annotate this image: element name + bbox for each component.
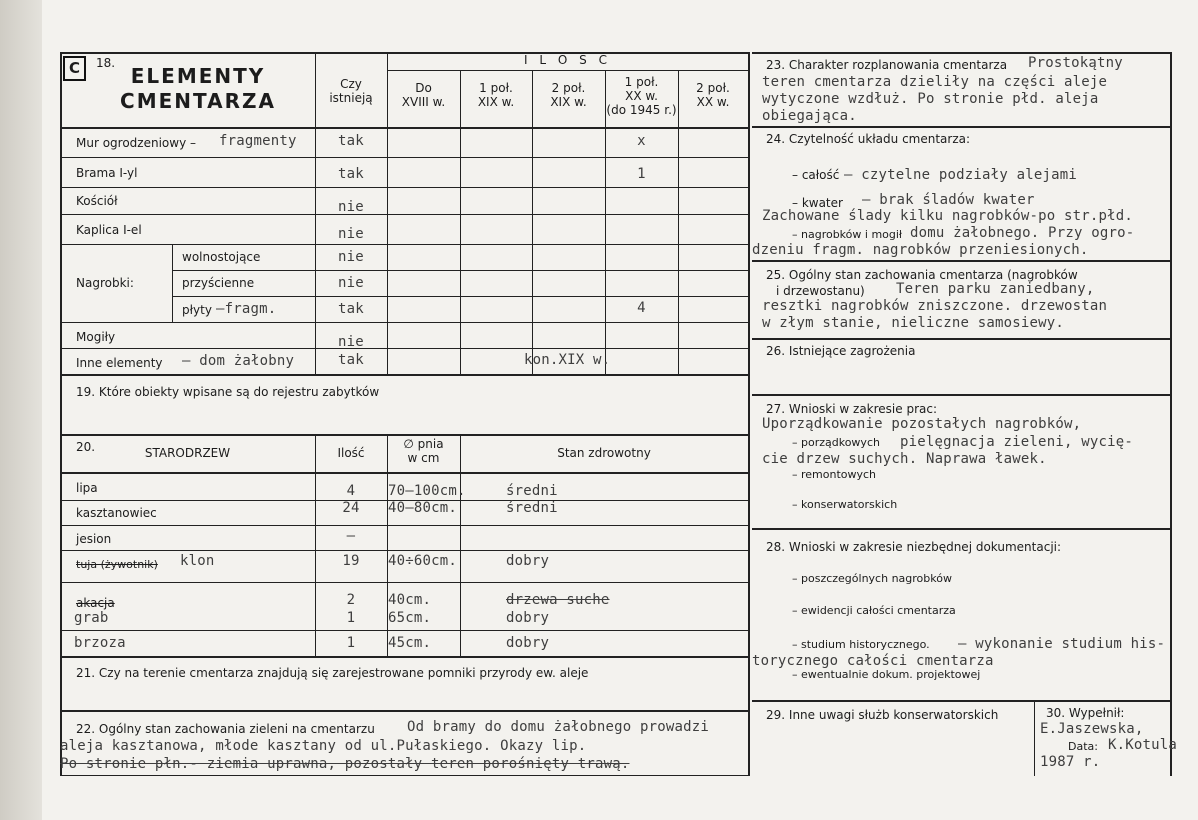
tree-state: dobry	[506, 553, 550, 569]
grid	[752, 126, 1172, 128]
period-line: XX w.	[625, 88, 658, 103]
period-line: 2 poł.	[696, 81, 730, 95]
date-label: Data:	[1068, 740, 1098, 753]
qty-header: Ilość	[337, 446, 365, 460]
works-text: Uporządkowanie pozostałych nagrobków,	[762, 416, 1082, 432]
works-item: – remontowych	[792, 468, 877, 481]
tree-state: dobry	[506, 610, 550, 626]
row-label: przyścienne	[182, 276, 255, 290]
grid	[172, 296, 748, 297]
tree-qty: 24	[342, 500, 360, 516]
layout-text: Prostokątny	[1028, 55, 1123, 71]
period-header	[387, 82, 460, 110]
grid	[60, 157, 748, 158]
row-label: wolnostojące	[182, 250, 261, 264]
row-note: –fragm.	[216, 301, 277, 317]
tree-qty: 1	[346, 635, 356, 651]
tree-diameter: 70–100cm.	[388, 483, 466, 499]
layout-text: obiegająca.	[762, 108, 857, 124]
period-line: XIX w.	[477, 94, 515, 109]
tree-qty: 1	[346, 610, 356, 626]
category-badge: C	[63, 56, 86, 81]
grid	[60, 525, 748, 526]
condition-text: resztki nagrobków zniszczone. drzewostan	[762, 298, 1108, 314]
grid	[60, 322, 748, 323]
tree-diameter: 40–80cm.	[388, 500, 458, 516]
row-qty: 1	[637, 166, 646, 182]
filled-by-name: K.Kotula	[1108, 737, 1178, 753]
filled-by-label: 30. Wypełnił:	[1046, 706, 1125, 720]
tree-state: drzewa suche	[506, 592, 610, 608]
tree-diameter: 45cm.	[388, 635, 432, 651]
documentation-value: – wykonanie studium his-	[958, 636, 1166, 652]
grid	[60, 214, 748, 215]
documentation-item: – ewidencji całości cmentarza	[792, 604, 956, 617]
diameter-header-line: w cm	[407, 450, 440, 465]
row-exists: tak	[338, 166, 364, 182]
condition-text: Teren parku zaniedbany,	[896, 281, 1095, 297]
readability-value: – czytelne podziały alejami	[844, 167, 1077, 183]
record-card	[42, 0, 1198, 820]
greenery-label: 22. Ogólny stan zachowania zieleni na cmentarzu	[76, 722, 375, 736]
grid	[172, 270, 748, 271]
tree-state: średni	[506, 500, 558, 516]
tree-qty: –	[346, 528, 356, 544]
grid	[752, 338, 1172, 340]
row-exists: nie	[338, 275, 364, 291]
works-text: cie drzew suchych. Naprawa ławek.	[762, 451, 1047, 467]
exists-header-line: Czy	[340, 77, 362, 91]
grid	[460, 70, 461, 374]
diameter-header	[387, 438, 460, 466]
row-label: Brama I-yl	[76, 166, 138, 180]
title-line-2: CMENTARZA	[120, 89, 276, 113]
layout-text: wytyczone wzdłuż. Po stronie płd. aleja	[762, 91, 1099, 107]
tree-qty: 2	[346, 592, 356, 608]
grid	[60, 348, 748, 349]
tree-qty: 4	[346, 483, 356, 499]
row-qty: x	[637, 133, 646, 149]
row-label: Kaplica I-el	[76, 223, 142, 237]
period-line: Do	[415, 81, 432, 95]
row-exists: nie	[338, 226, 364, 242]
quantity-header: I L O Ś Ć	[524, 53, 611, 67]
period-line: 1 poł.	[479, 81, 513, 95]
documentation-item: – studium historycznego.	[792, 638, 930, 651]
row-label: Mur ogrodzeniowy –	[76, 136, 196, 150]
border	[748, 52, 750, 776]
period-header	[605, 76, 678, 117]
condition-label: 25. Ogólny stan zachowania cmentarza (nagrobków	[766, 268, 1078, 282]
diameter-header-line: ∅ pnia	[403, 437, 444, 451]
tree-name: lipa	[76, 481, 98, 495]
threats-label: 26. Istniejące zagrożenia	[766, 344, 916, 358]
period-line: (do 1945 r.)	[606, 102, 677, 117]
health-header: Stan zdrowotny	[557, 446, 651, 460]
row-qty: kon.XIX w.	[524, 352, 611, 368]
border	[1170, 52, 1172, 776]
row-label: Mogiły	[76, 330, 116, 344]
scan-shadow	[0, 0, 42, 820]
tree-name: grab	[74, 610, 109, 626]
grid	[172, 244, 173, 322]
grid	[60, 656, 748, 658]
grid	[60, 550, 748, 551]
grid	[60, 630, 748, 631]
row-exists: tak	[338, 133, 364, 149]
row-exists: nie	[338, 249, 364, 265]
grid	[532, 70, 533, 374]
grid	[60, 244, 748, 245]
row-label: Kościół	[76, 194, 118, 208]
grid	[752, 394, 1172, 396]
date-value: 1987 r.	[1040, 754, 1101, 770]
section-number: 18.	[96, 56, 116, 70]
grid	[60, 187, 748, 188]
works-item: – porządkowych	[792, 436, 880, 449]
grid	[60, 434, 748, 436]
tree-name: kasztanowiec	[76, 506, 157, 520]
border	[60, 52, 62, 776]
row-note: fragmenty	[219, 133, 297, 149]
grid	[678, 70, 679, 374]
grid	[387, 70, 748, 71]
tree-state: dobry	[506, 635, 550, 651]
grid	[60, 127, 748, 129]
readability-item: – nagrobków i mogił	[792, 228, 903, 241]
border	[60, 775, 750, 776]
section-title	[98, 64, 298, 114]
row-label: płyty	[182, 303, 212, 317]
period-line: XIX w.	[550, 94, 587, 109]
works-item: – konserwatorskich	[792, 498, 898, 511]
condition-text: w złym stanie, nieliczne samosiewy.	[762, 315, 1065, 331]
tree-name: jesion	[76, 532, 112, 546]
tree-state: średni	[506, 483, 558, 499]
row-note: – dom żałobny	[182, 353, 295, 369]
grid	[60, 710, 748, 712]
grid	[752, 260, 1172, 262]
works-text: pielęgnacja zieleni, wycię-	[900, 434, 1133, 450]
tree-diameter: 40cm.	[388, 592, 432, 608]
period-line: 2 poł.	[551, 81, 586, 95]
tree-name: brzoza	[74, 635, 126, 651]
greenery-text: Od bramy do domu żałobnego prowadzi	[407, 719, 710, 735]
tree-name: tuja (żywotnik)	[76, 558, 158, 571]
grid	[60, 582, 748, 583]
old-trees-title: STARODRZEW	[144, 446, 231, 460]
section-number: 20.	[76, 440, 96, 454]
grid	[752, 528, 1172, 530]
layout-text: teren cmentarza dzieliły na części aleje	[762, 74, 1108, 90]
row-exists: tak	[338, 301, 364, 317]
filled-by-name: E.Jaszewska,	[1040, 721, 1144, 737]
readability-value: – brak śladów kwater	[862, 192, 1035, 208]
condition-label: i drzewostanu)	[776, 284, 865, 298]
documentation-item: – ewentualnie dokum. projektowej	[792, 668, 981, 681]
registry-label: 19. Które obiekty wpisane są do rejestru zabytków	[76, 385, 380, 399]
other-remarks-label: 29. Inne uwagi służb konserwatorskich	[766, 708, 999, 722]
layout-label: 23. Charakter rozplanowania cmentarza	[766, 58, 1008, 72]
grid	[60, 374, 748, 376]
row-exists: tak	[338, 352, 364, 368]
nature-monuments-label: 21. Czy na terenie cmentarza znajdują się zarejestrowane pomniki przyrody ew. aleje	[76, 666, 589, 680]
period-header	[678, 82, 748, 110]
tree-qty: 19	[342, 553, 360, 569]
greenery-text: aleja kasztanowa, młode kasztany od ul.Pułaskiego. Okazy lip.	[60, 738, 587, 754]
readability-label: 24. Czytelność układu cmentarza:	[766, 132, 971, 146]
period-header	[460, 82, 532, 110]
row-qty: 4	[637, 300, 646, 316]
greenery-text: Po stronie płn.- ziemia uprawna, pozostały teren porośnięty trawą.	[60, 756, 630, 772]
period-line: 1 poł.	[624, 75, 659, 89]
period-line: XX w.	[696, 94, 730, 109]
grid	[752, 700, 1172, 702]
readability-value: Zachowane ślady kilku nagrobków-po str.płd.	[762, 208, 1134, 224]
row-label: Nagrobki:	[76, 276, 134, 290]
works-label: 27. Wnioski w zakresie prac:	[766, 402, 938, 416]
tree-name-typed: klon	[180, 553, 215, 569]
tree-name: akacja	[76, 596, 115, 610]
grid	[60, 472, 748, 474]
period-line: XVIII w.	[401, 94, 446, 109]
grid	[460, 434, 461, 656]
documentation-label: 28. Wnioski w zakresie niezbędnej dokumentacji:	[766, 540, 1062, 554]
readability-value: dzeniu fragm. nagrobków przeniesionych.	[752, 242, 1089, 258]
grid	[1034, 700, 1035, 776]
exists-header-line: istnieją	[329, 90, 373, 105]
period-header	[532, 82, 605, 110]
exists-header	[315, 78, 387, 106]
readability-item: – całość	[792, 168, 840, 182]
row-exists: nie	[338, 199, 364, 215]
tree-diameter: 40÷60cm.	[388, 553, 458, 569]
readability-item: – kwater	[792, 196, 843, 210]
documentation-item: – poszczególnych nagrobków	[792, 572, 952, 585]
title-line-1: ELEMENTY	[130, 64, 266, 88]
border	[752, 52, 1172, 54]
readability-value: domu żałobnego. Przy ogro-	[910, 225, 1135, 241]
row-label: Inne elementy	[76, 356, 163, 370]
row-exists: nie	[338, 334, 364, 350]
documentation-value: torycznego całości cmentarza	[752, 653, 994, 669]
tree-diameter: 65cm.	[388, 610, 432, 626]
